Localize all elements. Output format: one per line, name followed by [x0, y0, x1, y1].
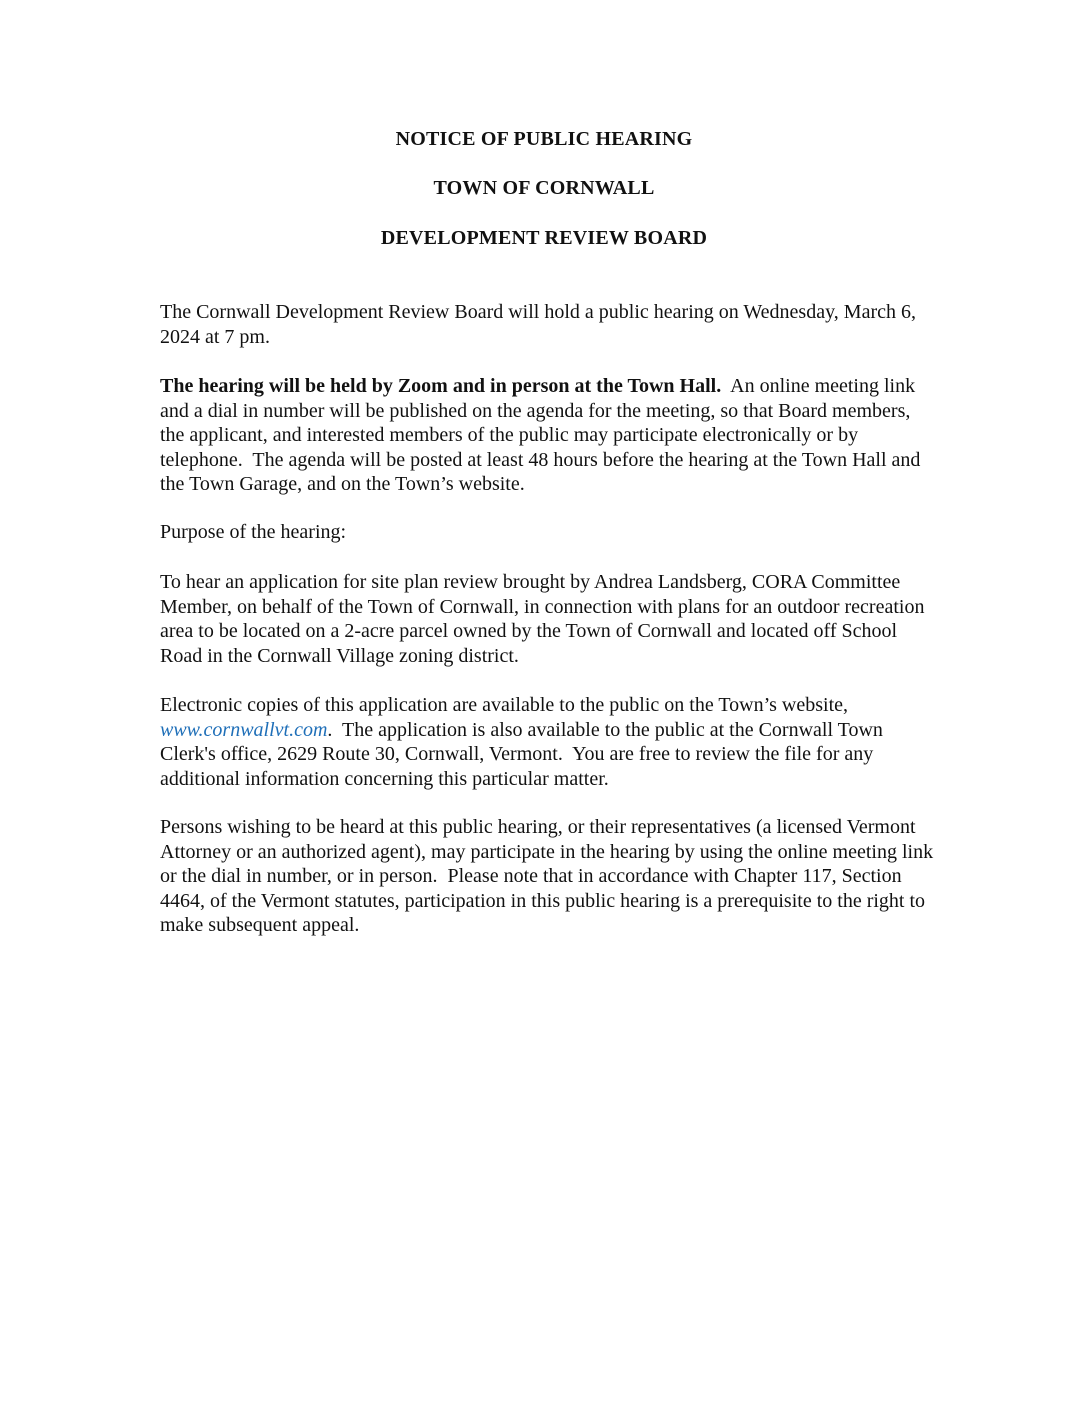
purpose-paragraph: To hear an application for site plan review brought by Andrea Landsberg, CORA Committee Member, on behalf of the Town of Cornwall, in connection with plans for an outdoor recreation area to be located on a 2-acre parcel owned by the Town of Cornwall and located off School Road in the Cornwall Village zoning district. — [160, 571, 925, 667]
notice-title: NOTICE OF PUBLIC HEARING — [395, 128, 693, 150]
board-name-heading: DEVELOPMENT REVIEW BOARD — [380, 227, 708, 249]
purpose-label: Purpose of the hearing: — [160, 521, 347, 543]
hearing-format-bold-text: The hearing will be held by Zoom and in person at the Town Hall. — [160, 375, 722, 397]
hearing-format-paragraph — [160, 374, 935, 497]
persons-wishing-paragraph: Persons wishing to be heard at this public hearing, or their representatives (a licensed Vermont Attorney or an authorized agent), may participate in the hearing by using the online meeting link or the dial in number, or in person. Please note that in accordance with Chapter 117, Section 4464, of the Vermont statutes, participation in this public hearing is a prerequisite to the right to make subsequent appeal. — [160, 816, 939, 936]
electronic-copies-paragraph — [160, 693, 935, 791]
hearing-format-text: An online meeting link and a dial in number will be published on the agenda for the meeting, so that Board members, the applicant, and interested members of the public may participate electronically or by telephone. The agenda will be posted at least 48 hours before the hearing at the Town Hall and the Town Garage, and on the Town’s website. — [160, 375, 926, 495]
hearing-date-paragraph: The Cornwall Development Review Board will hold a public hearing on Wednesday, March 6, 2024 at 7 pm. — [160, 301, 916, 348]
copies-text-before-link: Electronic copies of this application are available to the public on the Town’s website, — [160, 694, 849, 716]
town-website-link[interactable]: www.cornwallvt.com — [160, 718, 328, 741]
copies-text-after-link: . The application is also available to the public at the Cornwall Town Clerk's office, 2629 Route 30, Cornwall, Vermont. You are free to review the file for any additional information concerning this particular matter. — [160, 718, 888, 790]
town-name-heading: TOWN OF CORNWALL — [433, 177, 655, 199]
